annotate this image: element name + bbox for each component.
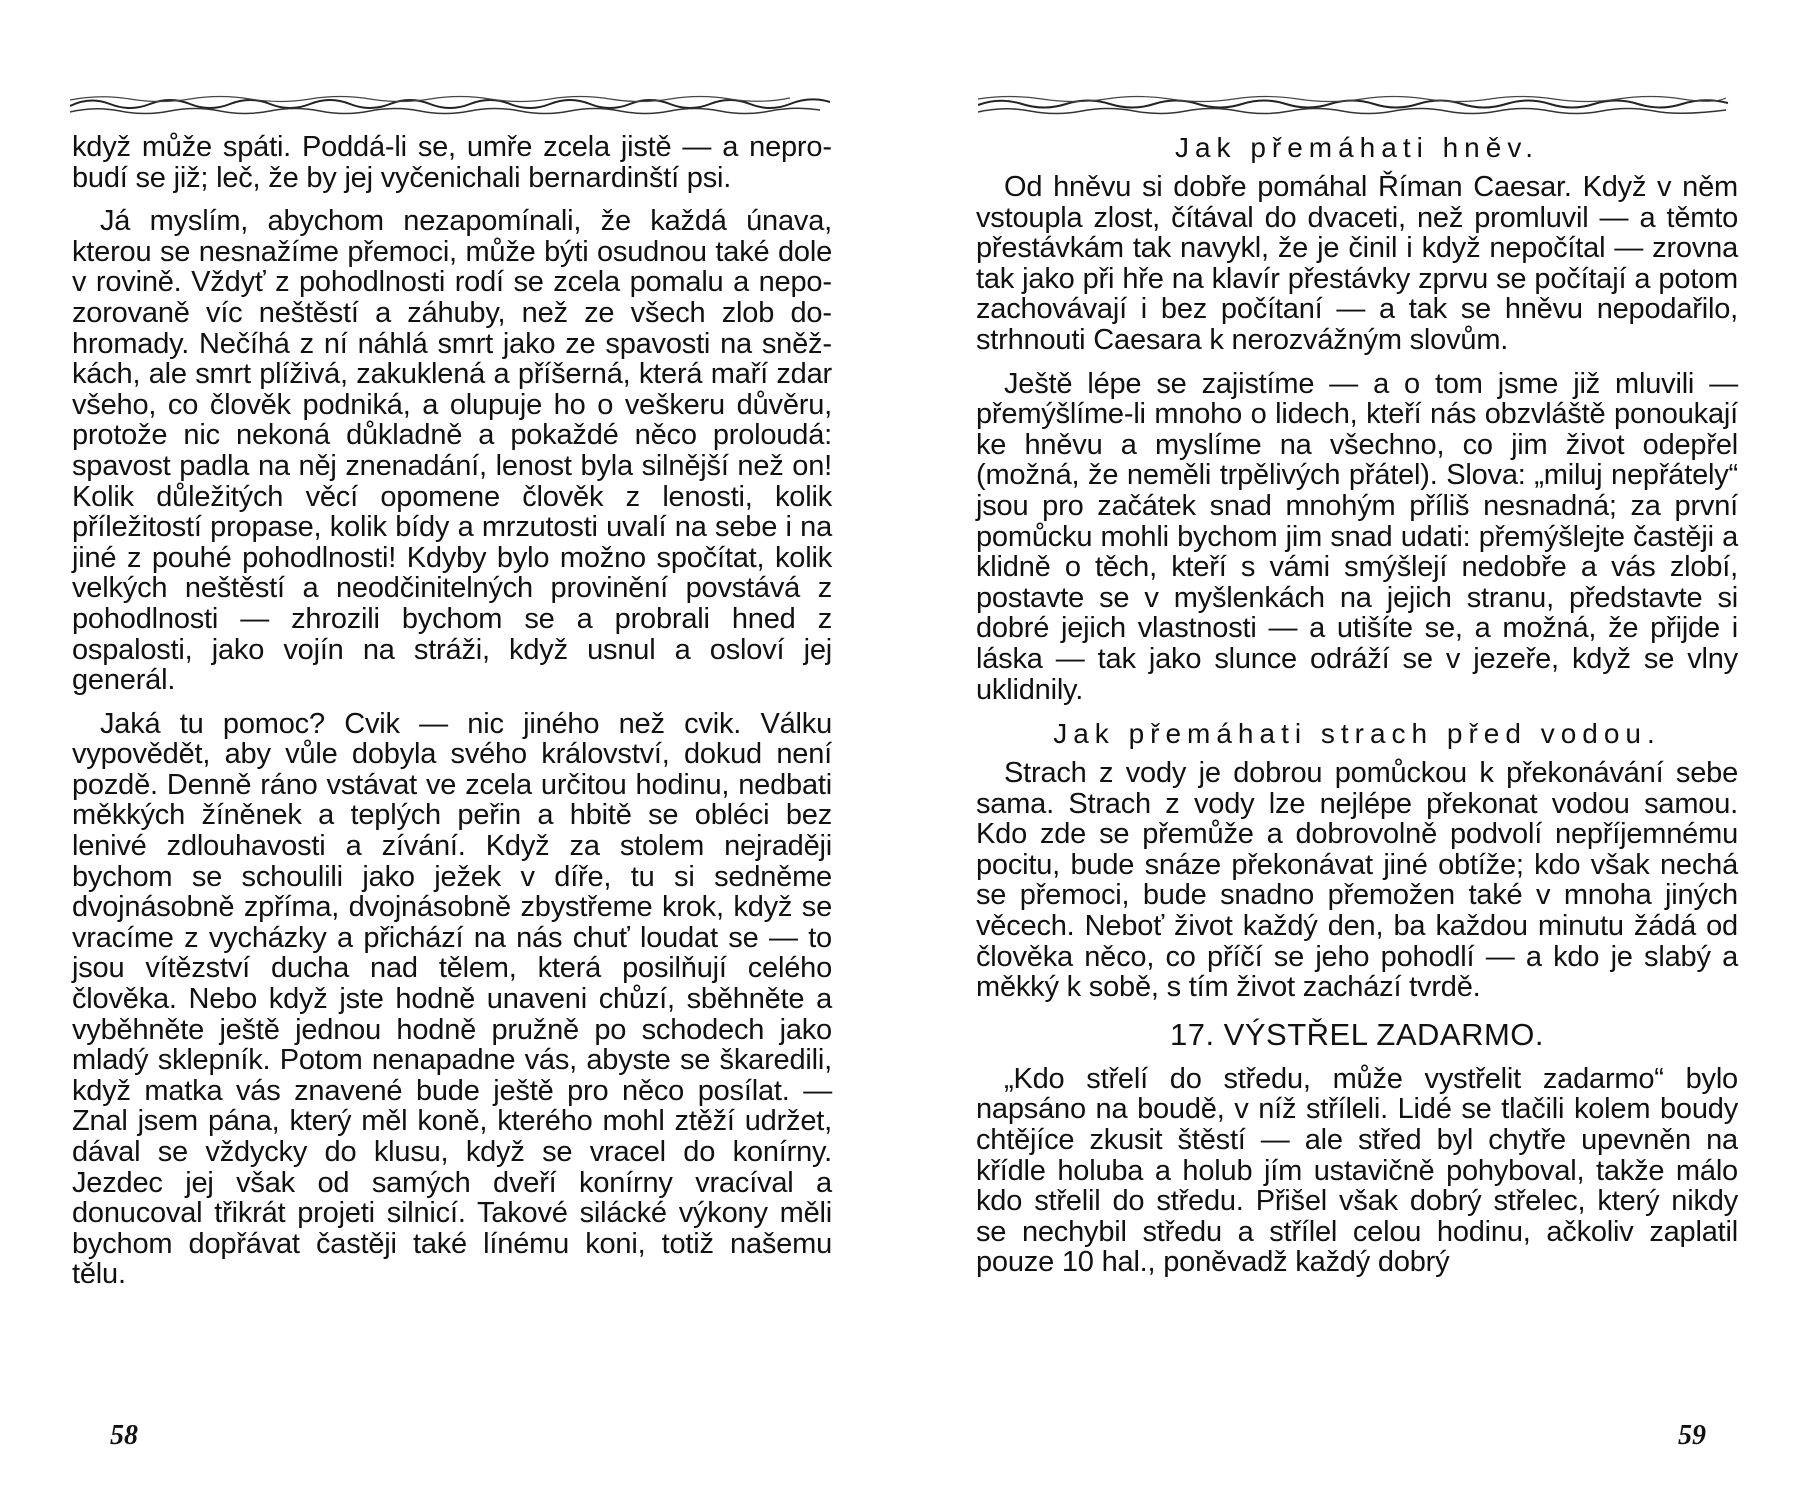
header-ornament — [978, 92, 1730, 118]
page-number: 58 — [110, 1420, 138, 1451]
left-page-text — [72, 132, 832, 1303]
paragraph: Od hněvu si dobře pomáhal Říman Caesar. Když v něm vstoupla zlost, čítával do dvaceti, než promluvil — a těmto přestávkám tak navykl, že je činil i když nepočítal — zrovna tak jako při hře na klavír přestávky zprvu se počítají a potom zachovávají i bez počítaní — a tak se hněvu nepodařilo, strhnouti Caesara k nerozvážným slovům. — [976, 171, 1738, 356]
paragraph: Jaká tu pomoc? Cvik — nic jiného než cvik. Válku vypovědět, aby vůle dobyla svého království, dokud není pozdě. Denně ráno vstávat ve zcela určitou hodinu, nedbati měkkých žíněnek a teplých peřin a hbitě se obléci bez lenivé zdlouhavosti a zívání. Když za stolem nejraději bychom se schoulili jako ježek v díře, tu si sedněme dvojnásobně zpříma, dvojnásobně zbystřeme krok, když se vracíme z vycházky a přichází na nás chuť loudat se — to jsou vítězství ducha nad tělem, která posilňují celého člověka. Nebo když jste hodně unaveni chůzí, sběhněte a vyběhněte ještě jednou hodně pružně po schodech jako mladý sklepník. Potom nenapadne vás, abyste se škaredili, když matka vás znavené bude ještě pro něco posílat. — Znal jsem pána, který měl koně, kterého mohl ztěží udržet, dával se vždycky do klusu, když se vracel do konírny. Jezdec jej však od samých dveří konírny vracíval a donucoval třikrát projeti silnicí. Takové silácké výkony měli bychom dopřávat častěji také línému koni, totiž našemu tělu. — [72, 707, 832, 1291]
paragraph: když může spáti. Poddá-li se, umře zcela jistě — a neprobudí se již; leč, že by jej vyčenichali bernardinští psi. — [72, 131, 832, 194]
right-page-text — [976, 132, 1738, 1291]
page-number: 59 — [1678, 1420, 1706, 1451]
right-page — [900, 0, 1800, 1500]
paragraph: Já myslím, abychom nezapomínali, že každá únava, kterou se nesnažíme přemoci, může býti osudnou také dole v rovině. Vždyť z pohodlnosti rodí se zcela pomalu a nepozorovaně víc neštěstí a záhuby, než ze všech zlob dohromady. Nečíhá z ní náhlá smrt jako ze spavosti na sněžkách, ale smrt plíživá, zakuklená a příšerná, která maří zdar všeho, co člověk podniká, a olupuje ho o veškeru důvěru, protože nic nekoná důkladně a pokaždé něco proloudá: spavost padla na něj znenadání, lenost byla silnější než on! Kolik důležitých věcí opomene člověk z lenosti, kolik příležitostí propase, kolik bídy a mrzutosti uvalí na sebe i na jiné z pouhé pohodlnosti! Kdyby bylo možno spočítat, kolik velkých neštěstí a neodčinitelných provinění povstává z pohodlnosti — zhrozili bychom se a probrali hned z ospalosti, jako vojín na stráži, když usnul a osloví jej generál. — [72, 205, 832, 697]
paragraph: Strach z vody je dobrou pomůckou k překonávání sebe sama. Strach z vody lze nejlépe překonat vodou samou. Kdo zde se přemůže a dobrovolně podvolí nepříjemnému pocitu, bude snáze překonávat jiné obtíže; kdo však nechá se přemoci, bude snadno přemožen také v mnoha jiných věcech. Neboť život každý den, ba každou minutu žádá od člověka něco, co příčí se jeho pohodlí — a kdo je slabý a měkký k sobě, s tím život zachází tvrdě. — [976, 757, 1738, 1004]
chapter-heading: 17. VÝSTŘEL ZADARMO. — [1169, 1016, 1545, 1052]
section-heading: Jak přemáhati strach před vodou. — [1053, 718, 1661, 750]
section-heading: Jak přemáhati hněv. — [1174, 132, 1540, 163]
paragraph: Ještě lépe se zajistíme — a o tom jsme již mluvili — přemýšlíme-li mnoho o lidech, kteří nás obzvláště ponoukají ke hněvu a myslíme na všechno, co jim život odepřel (možná, že neměli trpělivých přátel). Slova: „miluj nepřátely“ jsou pro začátek snad mnohým příliš nesnadná; za první pomůcku mohli bychom jim snad udati: přemýšlejte častěji a klidně o těch, kteří s vámi smýšlejí nedobře a vás zlobí, postavte se v myšlenkách na jejich stranu, představte si dobré jejich vlastnosti — a utišíte se, a možná, že přijde i láska — tak jako slunce odráží se v jezeře, když se vlny uklidnily. — [976, 367, 1738, 706]
header-ornament — [70, 92, 832, 118]
paragraph: „Kdo střelí do středu, může vystřelit zadarmo“ bylo napsáno na boudě, v níž stříleli. Lidé se tlačili kolem boudy chtějíce zkusit štěstí — ale střed byl chytře upevněn na křídle holuba a holub jím ustavičně pohyboval, takže málo kdo střelil do středu. Přišel však dobrý střelec, který nikdy se nechybil středu a střílel celou hodinu, ačkoliv zaplatil pouze 10 hal., poněvadž každý dobrý — [976, 1062, 1738, 1279]
